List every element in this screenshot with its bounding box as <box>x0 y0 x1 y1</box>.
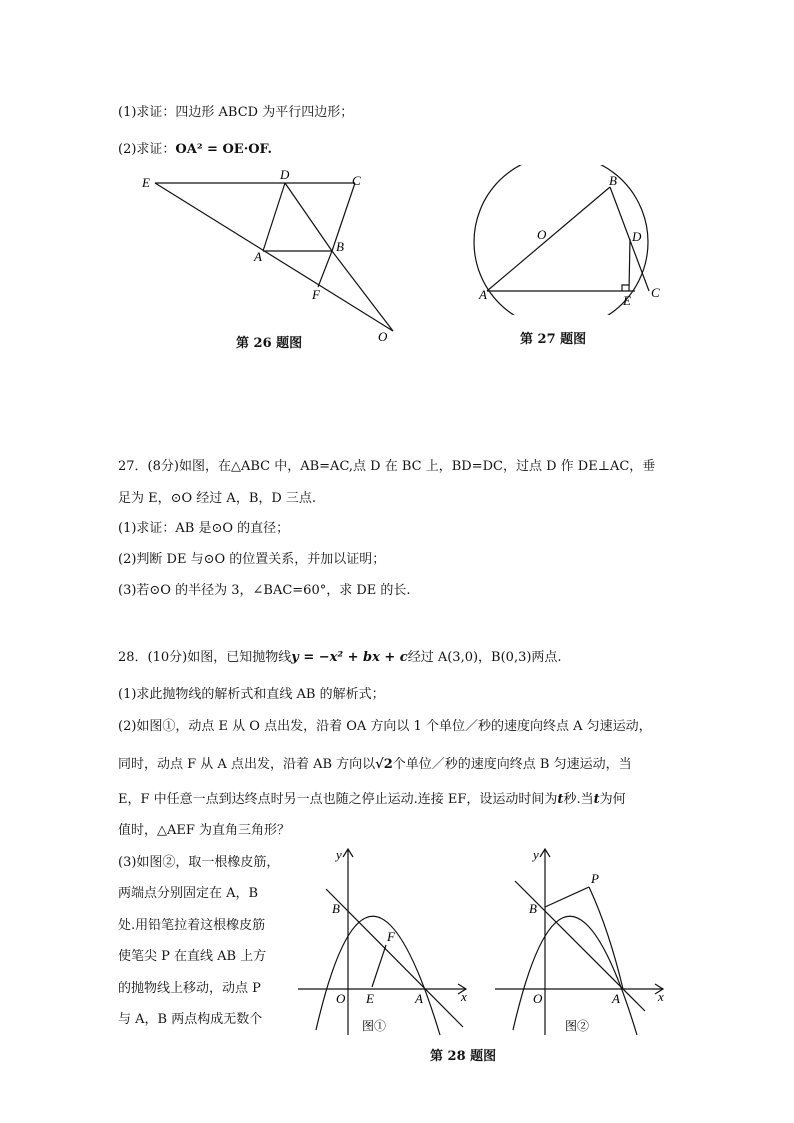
fig28b-label-B: B <box>529 901 537 916</box>
fig26-label-O: O <box>378 329 388 344</box>
q26-formula: OA² = OE·OF. <box>175 142 273 157</box>
fig28b-label-y: y <box>533 847 539 862</box>
q28-line1 <box>118 649 562 667</box>
q28-line1-suffix: 经过 A(3,0)，B(0,3)两点. <box>407 650 562 665</box>
fig28a-label-y: y <box>336 847 342 862</box>
q28-part3-line: 处.用铅笔拉着这根橡皮筋 <box>118 918 266 933</box>
fig28a-label-B: B <box>332 901 340 916</box>
fig26-label-B: B <box>336 239 344 254</box>
figure-26 <box>130 165 410 345</box>
fig26-label-D: D <box>280 167 290 182</box>
fig27-label-C: C <box>651 285 660 300</box>
q28-part3-line: 与 A，B 两点构成无数个 <box>118 1012 263 1027</box>
q27-part2: (2)判断 DE 与⊙O 的位置关系，并加以证明； <box>118 552 386 567</box>
q26-part2-prefix: (2)求证： <box>118 142 176 157</box>
q28-t2: t <box>593 792 600 807</box>
fig27-caption: 第 27 题图 <box>520 332 587 347</box>
q28-part3-line: 使笔尖 P 在直线 AB 上方 <box>118 949 267 964</box>
q28-t1: t <box>557 792 564 807</box>
fig26-label-F: F <box>312 287 320 302</box>
q28-line1-prefix: 28．(10分)如图，已知抛物线 <box>118 650 292 665</box>
q28-part2-line1: (2)如图①，动点 E 从 O 点出发，沿着 OA 方向以 1 个单位／秒的速度向终点 A 匀速运动， <box>118 719 652 734</box>
fig28a-label-F: F <box>387 929 395 944</box>
figure-27 <box>465 165 675 315</box>
fig27-label-O: O <box>537 227 547 242</box>
q28-part2-line4: 值时，△AEF 为直角三角形？ <box>118 823 291 838</box>
figure-28-1 <box>288 845 478 1040</box>
q28-part2-line2-prefix: 同时，动点 F 从 A 点出发，沿着 AB 方向以 <box>118 757 376 772</box>
q28-part2-line3-suffix: 为何 <box>599 792 626 807</box>
fig26-label-C: C <box>352 173 361 188</box>
q28-part3-line: 两端点分别固定在 A，B <box>118 886 259 901</box>
q28-part3-line: 的抛物线上移动，动点 P <box>118 981 261 996</box>
q26-part1: (1)求证：四边形 ABCD 为平行四边形； <box>118 105 354 120</box>
fig26-label-A: A <box>254 249 262 264</box>
q27-line1: 27．(8分)如图，在△ABC 中，AB=AC,点 D 在 BC 上，BD=DC，过点 D 作 DE⊥AC，垂 <box>118 459 656 474</box>
fig27-label-E: E <box>623 293 631 308</box>
fig27-label-B: B <box>609 173 617 188</box>
q28-part2-line3-prefix: E，F 中任意一点到达终点时另一点也随之停止运动.连接 EF，设运动时间为 <box>118 792 558 807</box>
q27-part3: (3)若⊙O 的半径为 3，∠BAC=60°，求 DE 的长. <box>118 583 411 598</box>
q28-part2-line3-mid: 秒.当 <box>563 792 594 807</box>
fig28b-label-O: O <box>533 991 543 1006</box>
fig28a-sub-caption: 图① <box>362 1019 387 1033</box>
fig27-label-A: A <box>479 287 487 302</box>
q28-part1: (1)求此抛物线的解析式和直线 AB 的解析式； <box>118 687 385 702</box>
q28-sqrt2: √2 <box>375 757 393 772</box>
fig28b-sub-caption: 图② <box>565 1019 590 1033</box>
q28-part2-line3 <box>118 791 626 809</box>
fig26-caption: 第 26 题图 <box>236 336 303 351</box>
fig28b-label-P: P <box>591 871 599 886</box>
fig28b-label-A: A <box>612 991 620 1006</box>
q28-part2-line2 <box>118 756 632 774</box>
fig26-label-E: E <box>142 175 150 190</box>
fig28b-label-x: x <box>658 989 664 1004</box>
fig28-caption: 第 28 题图 <box>430 1049 497 1064</box>
figure-28-2 <box>485 845 675 1040</box>
q26-part2 <box>118 141 272 159</box>
fig27-label-D: D <box>632 229 642 244</box>
fig28a-label-O: O <box>336 991 346 1006</box>
q28-part3-line: (3)如图②，取一根橡皮筋， <box>118 855 280 870</box>
q28-part2-line2-suffix: 个单位／秒的速度向终点 B 匀速运动，当 <box>392 757 632 772</box>
fig28a-label-A: A <box>415 991 423 1006</box>
fig28a-label-x: x <box>461 989 467 1004</box>
q27-part1: (1)求证：AB 是⊙O 的直径； <box>118 521 290 536</box>
q28-formula: y = −x² + bx + c <box>291 650 408 665</box>
fig28a-label-E: E <box>366 991 374 1006</box>
q27-line2: 足为 E，⊙O 经过 A，B，D 三点. <box>118 491 317 506</box>
